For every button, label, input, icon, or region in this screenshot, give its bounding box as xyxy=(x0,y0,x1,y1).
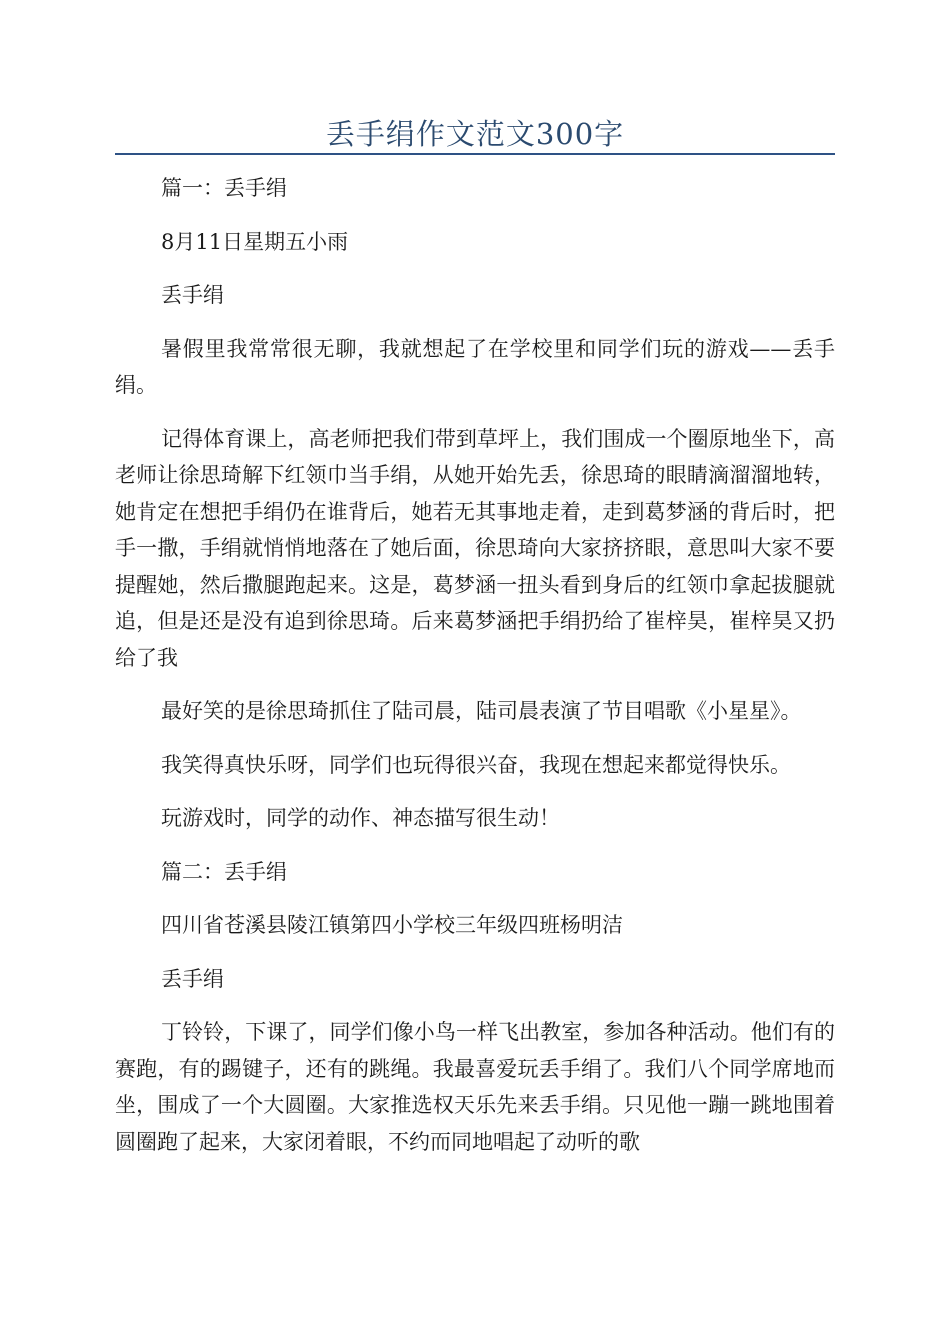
essay-title-2: 丢手绢 xyxy=(161,966,224,991)
section-heading-1: 篇一：丢手绢 xyxy=(161,176,287,200)
document-title: 丢手绢作文范文300字 xyxy=(325,117,625,151)
paragraph: 记得体育课上，高老师把我们带到草坪上，我们围成一个圈原地坐下，高老师让徐思琦解下红领巾当手绢，从她开始先丢，徐思琦的眼睛滴溜溜地转，她肯定在想把手绢仍在谁背后，她若无其事地走着，走到葛梦涵的背后时，把手一撒，手绢就悄悄地落在了她后面，徐思琦向大家挤挤眼，意思叫大家不要提醒她，然后撒腿跑起来。这是，葛梦涵一扭头看到身后的红领巾拿起拔腿就追，但是还是没有追到徐思琦。后来葛梦涵把手绢扔给了崔梓昊，崔梓昊又扔给了我 xyxy=(115,426,835,670)
title-underline xyxy=(115,153,835,155)
paragraph: 我笑得真快乐呀，同学们也玩得很兴奋，我现在想起来都觉得快乐。 xyxy=(161,752,791,777)
paragraph: 最好笑的是徐思琦抓住了陆司晨，陆司晨表演了节目唱歌《小星星》。 xyxy=(161,699,802,723)
section-heading-2: 篇二：丢手绢 xyxy=(161,859,287,884)
paragraph: 暑假里我常常很无聊，我就想起了在学校里和同学们玩的游戏——丢手绢。 xyxy=(115,336,835,397)
paragraph: 丁铃铃，下课了，同学们像小鸟一样飞出教室，参加各种活动。他们有的赛跑，有的踢键子，还有的跳绳。我最喜爱玩丢手绢了。我们八个同学席地而坐，围成了一个大圆圈。大家推选权天乐先来丢手绢。只见他一蹦一跳地围着圆圈跑了起来，大家闭着眼，不约而同地唱起了动听的歌 xyxy=(115,1020,835,1154)
date-line: 8月11日星期五小雨 xyxy=(161,229,349,254)
comment-line: 玩游戏时，同学的动作、神态描写很生动！ xyxy=(161,806,560,830)
essay-title-1: 丢手绢 xyxy=(161,283,224,307)
author-line: 四川省苍溪县陵江镇第四小学校三年级四班杨明洁 xyxy=(161,913,623,937)
document-body xyxy=(115,170,835,1177)
